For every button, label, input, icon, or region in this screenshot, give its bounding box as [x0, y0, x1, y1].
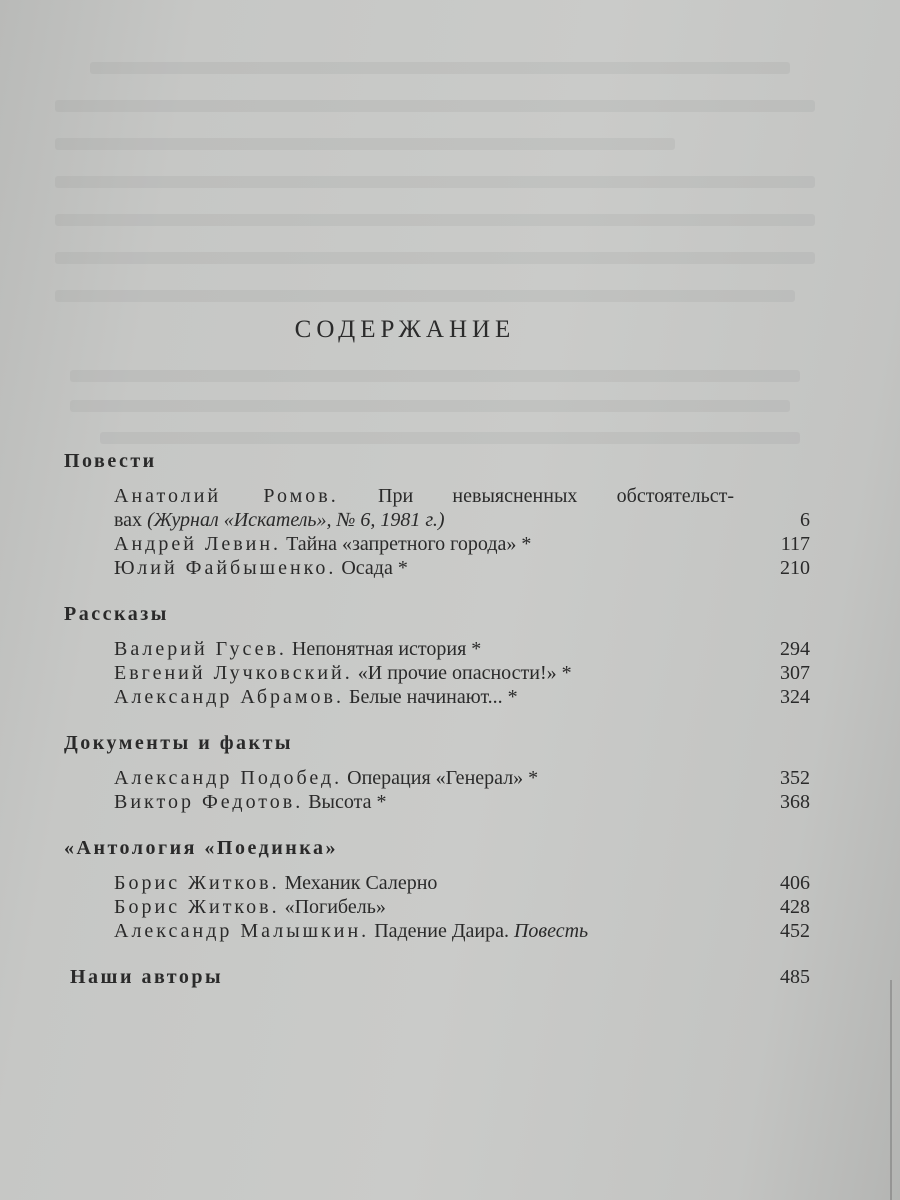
section-title: Повести: [64, 450, 157, 472]
entry-page: 368: [780, 791, 810, 813]
toc-section-avtory: [64, 962, 810, 992]
toc-section-dokumenty: [64, 728, 810, 814]
entry-title: Осада *: [341, 557, 408, 579]
entry-title: Белые начинают... *: [348, 686, 518, 708]
entry-page: 324: [780, 686, 810, 708]
entry-author: Виктор Федотов.: [114, 791, 304, 813]
entry-title: Механик Салерно: [284, 872, 438, 894]
section-heading: [64, 599, 810, 629]
entry-author: Борис Житков.: [114, 896, 280, 918]
entry-author: Андрей Левин.: [114, 533, 282, 555]
entry-author: Евгений Лучковский.: [114, 662, 353, 684]
entry-title: «Погибель»: [284, 896, 386, 918]
section-title: Документы и факты: [64, 732, 294, 754]
entry-author: Борис Житков.: [114, 872, 280, 894]
entry-author: Александр Малышкин.: [114, 920, 370, 942]
entry-page: 452: [780, 920, 810, 942]
entry-page: 406: [780, 872, 810, 894]
bleed-through-line: [55, 290, 795, 302]
bleed-through-line: [70, 370, 800, 382]
bleed-through-line: [70, 400, 790, 412]
entry-title: Операция «Генерал» *: [347, 767, 539, 789]
section-heading: [64, 446, 810, 476]
entry-genre: Повесть: [513, 920, 589, 942]
section-title: «Антология «Поединка»: [64, 837, 338, 859]
entry-page: 117: [780, 533, 810, 555]
entry-author: Александр Абрамов.: [114, 686, 344, 708]
bleed-through-line: [55, 214, 815, 226]
entry-author: Валерий Гусев.: [114, 638, 287, 660]
entry-note: (Журнал «Искатель», № 6, 1981 г.): [147, 509, 445, 531]
bleed-through-line: [55, 252, 815, 264]
entry-page: 210: [780, 557, 810, 579]
section-title: Рассказы: [64, 603, 169, 625]
toc-entry: [64, 871, 810, 895]
page-edge: [890, 980, 892, 1200]
entry-title: Высота *: [308, 791, 387, 813]
toc-entry: [64, 685, 810, 709]
toc-entry: [64, 895, 810, 919]
page-title: СОДЕРЖАНИЕ: [294, 316, 516, 343]
entry-title: Тайна «запретного города» *: [286, 533, 532, 555]
table-of-contents: [64, 446, 810, 1011]
entry-page: 307: [780, 662, 810, 684]
section-heading: [64, 833, 810, 863]
bleed-through-line: [55, 138, 675, 150]
bleed-through-line: [100, 432, 800, 444]
entry-page: 428: [780, 896, 810, 918]
bleed-through-line: [55, 100, 815, 112]
toc-section-antologiya: [64, 833, 810, 943]
toc-entry: [64, 919, 810, 943]
entry-page: 6: [800, 509, 810, 531]
entry-title: Непонятная история *: [291, 638, 482, 660]
toc-entry: [64, 484, 810, 532]
entry-page: 485: [780, 966, 810, 988]
entry-author: Александр Подобед.: [114, 767, 343, 789]
toc-entry: [64, 556, 810, 580]
entry-title: «И прочие опасности!» *: [357, 662, 572, 684]
bleed-through-line: [55, 176, 815, 188]
entry-author: Юлий Файбышенко.: [114, 557, 337, 579]
toc-section-povesti: [64, 446, 810, 580]
entry-title: Падение Даира.: [374, 920, 509, 942]
toc-entry: [64, 661, 810, 685]
toc-entry: [64, 637, 810, 661]
bleed-through-line: [90, 62, 790, 74]
entry-author: Анатолий Ромов.: [114, 485, 339, 507]
section-title: Наши авторы: [70, 966, 224, 988]
toc-section-rasskazy: [64, 599, 810, 709]
section-heading: [64, 728, 810, 758]
entry-page: 352: [780, 767, 810, 789]
entry-page: 294: [780, 638, 810, 660]
toc-entry: [64, 532, 810, 556]
section-heading: [64, 962, 810, 992]
toc-entry: [64, 790, 810, 814]
entry-title: При невыясненных обстоятельст-: [378, 485, 735, 507]
toc-entry: [64, 766, 810, 790]
entry-title-cont: вах: [114, 509, 143, 531]
